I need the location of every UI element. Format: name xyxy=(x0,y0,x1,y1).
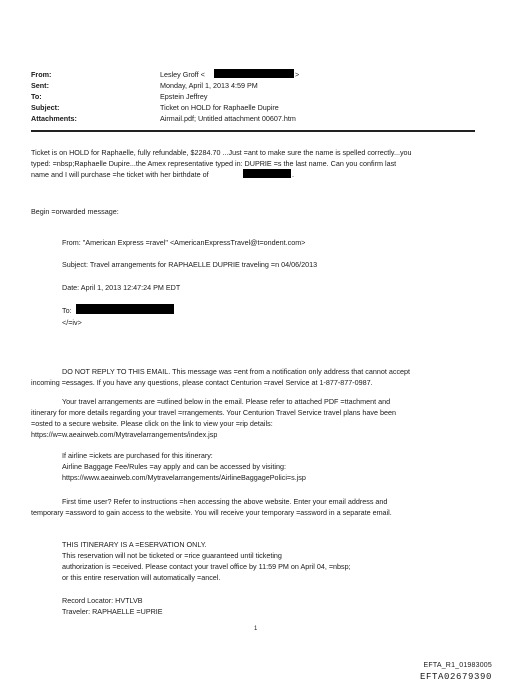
p3-line-2: Airline Baggage Fee/Rules =ay apply and can be accessed by visiting: xyxy=(62,462,286,471)
attachments-value: Airmail.pdf; Untitled attachment 00607.htm xyxy=(160,114,296,123)
redaction-birthdate xyxy=(243,169,291,178)
sent-label: Sent: xyxy=(31,81,49,90)
to-value: Epstein Jeffrey xyxy=(160,92,208,101)
intro-line-1: Ticket is on HOLD for Raphaelle, fully refundable, $2284.70 ...Just =ant to make sure the name is spelled correctly...you xyxy=(31,148,412,157)
subject-label: Subject: xyxy=(31,103,60,112)
p2-line-3: =osted to a secure website. Please click on the link to view your =rip details: xyxy=(31,419,273,428)
fwd-subject: Subject: Travel arrangements for RAPHAELLE DUPRIE traveling =n 04/06/2013 xyxy=(62,260,318,269)
p5-line-3: authorization is =eceived. Please contact your travel office by 11:59 PM on April 04, =nbsp; xyxy=(62,562,351,571)
subject-value: Ticket on HOLD for Raphaelle Dupire xyxy=(160,103,279,112)
p1-line-2: incoming =essages. If you have any questions, please contact Centurion =ravel Service at 1-877-877-0987. xyxy=(31,378,373,387)
from-value-end: > xyxy=(295,70,300,79)
fwd-date: Date: April 1, 2013 12:47:24 PM EDT xyxy=(62,283,181,292)
p1-line-1: DO NOT REPLY TO THIS EMAIL. This message was =ent from a notification only address that cannot accept xyxy=(62,367,411,376)
traveler: Traveler: RAPHAELLE =UPRIE xyxy=(62,607,163,616)
fwd-div: </=iv> xyxy=(62,318,82,327)
p3-line-1: If airline =ickets are purchased for this itinerary: xyxy=(62,451,213,460)
intro-line-3-end: . xyxy=(292,170,294,179)
p4-line-2: temporary =assword to gain access to the website. You will receive your temporary =assword in a separate email. xyxy=(31,508,392,517)
intro-line-2: typed: =nbsp;Raphaelle Dupire...the Amex representative typed in: DUPRIE =s the last name. Can you confirm last xyxy=(31,159,397,168)
p2-line-1: Your travel arrangements are =utlined below in the email. Please refer to attached PDF =ttachment and xyxy=(62,397,391,406)
bates-number-small: EFTA_R1_01983005 xyxy=(423,662,492,669)
fwd-to: To: xyxy=(62,306,72,315)
p2-line-2: itinerary for more details regarding your travel =rrangements. Your Centurion Travel Service travel plans have been xyxy=(31,408,396,417)
p5-line-1: THIS ITINERARY IS A =ESERVATION ONLY. xyxy=(62,540,207,549)
p5-line-4: or this entire reservation will automatically =ancel. xyxy=(62,573,221,582)
p3-link[interactable]: https://www.aeairweb.com/Mytravelarrangements/AirlineBaggagePolici=s.jsp xyxy=(62,473,306,482)
bates-number-large: EFTA02679390 xyxy=(419,672,492,682)
attachments-label: Attachments: xyxy=(31,114,77,123)
from-value: Lesley Groff < xyxy=(160,70,205,79)
redaction-fwd-to xyxy=(76,304,174,314)
intro-line-3: name and I will purchase =he ticket with her birthdate of xyxy=(31,170,209,179)
sent-value: Monday, April 1, 2013 4:59 PM xyxy=(160,81,258,90)
begin-forwarded: Begin =orwarded message: xyxy=(31,207,119,216)
p2-link[interactable]: https://w=w.aeairweb.com/Mytravelarrangements/index.jsp xyxy=(31,430,218,439)
from-label: From: xyxy=(31,70,52,79)
record-locator: Record Locator: HVTLVB xyxy=(62,596,143,605)
header-divider xyxy=(31,130,475,132)
p4-line-1: First time user? Refer to instructions =hen accessing the above website. Enter your email address and xyxy=(62,497,388,506)
fwd-from: From: "American Express =ravel" <AmericanExpressTravel@t=ondent.com> xyxy=(62,238,306,247)
redaction-from-email xyxy=(214,69,294,78)
p5-line-2: This reservation will not be ticketed or =rice guaranteed until ticketing xyxy=(62,551,282,560)
page-number: 1 xyxy=(254,626,258,632)
to-label: To: xyxy=(31,92,42,101)
